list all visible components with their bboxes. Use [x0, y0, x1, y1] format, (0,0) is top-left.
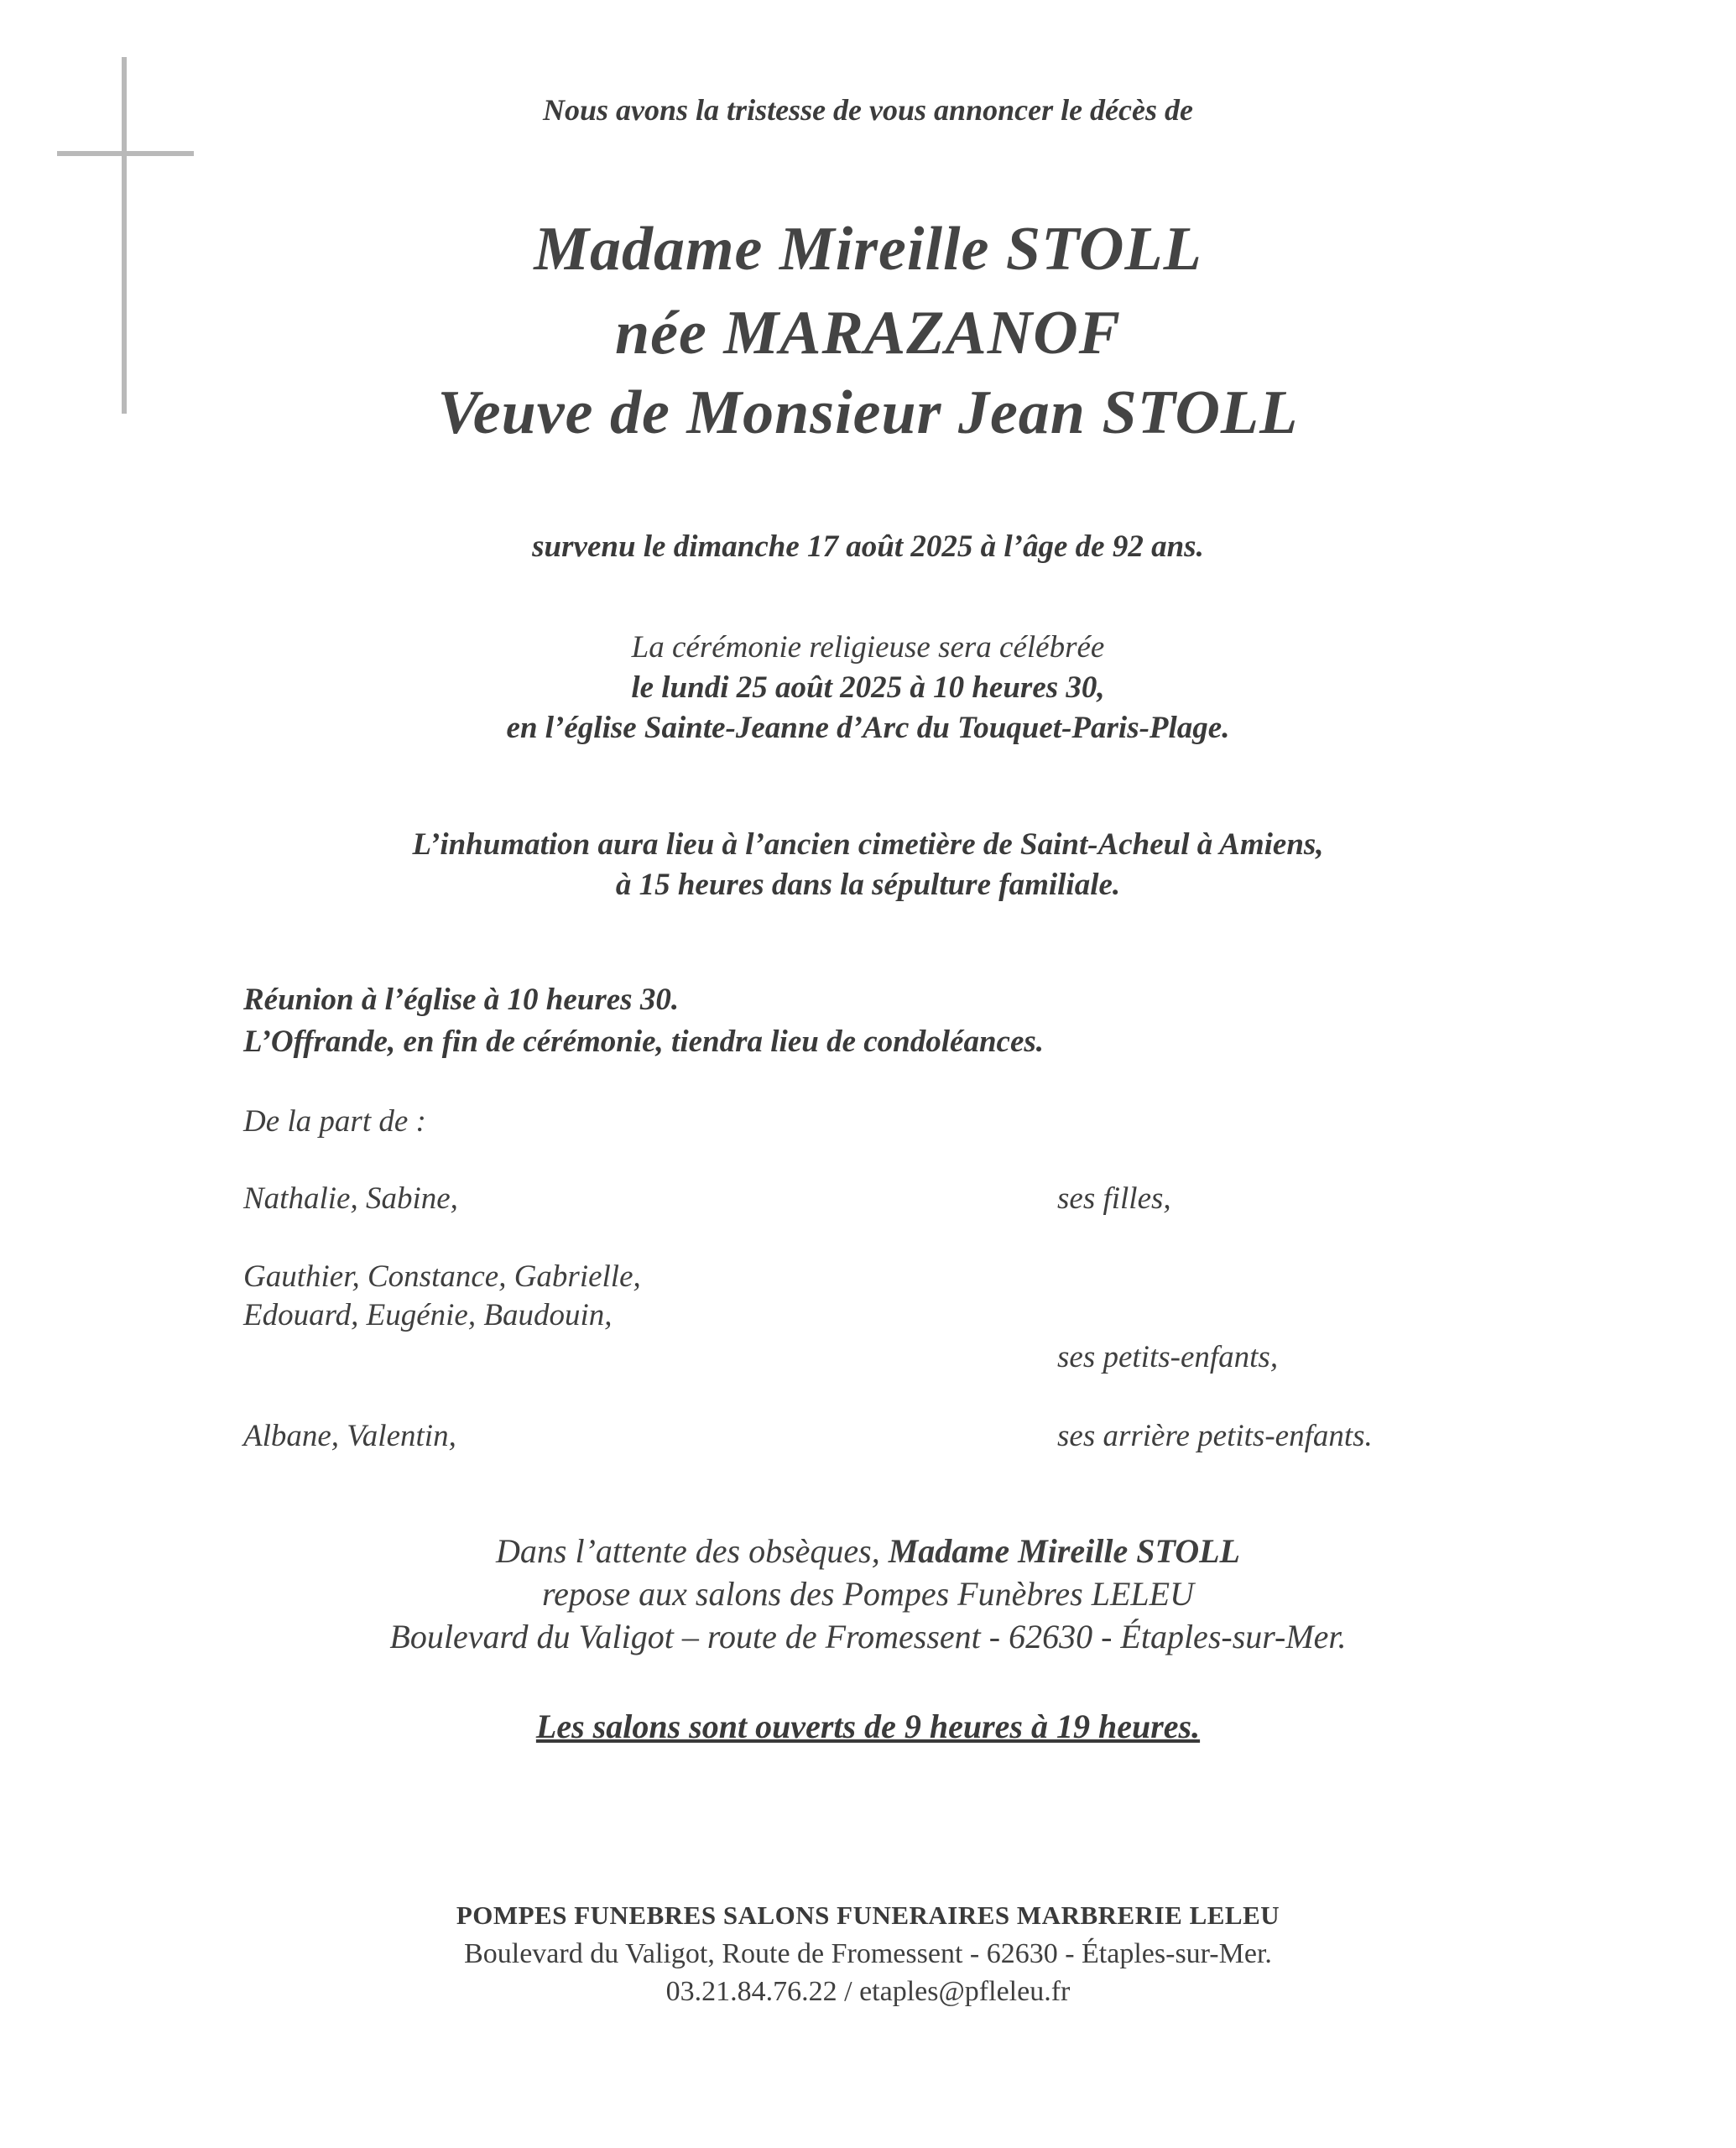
deceased-name: Madame Mireille STOLL [534, 215, 1202, 284]
intro-text: Nous avons la tristesse de vous annoncer le décès de [543, 93, 1193, 127]
footer-company: POMPES FUNEBRES SALONS FUNERAIRES MARBRERIE LELEU [456, 1900, 1280, 1930]
family-intro: De la part de : [243, 1104, 426, 1139]
burial-line-1: L’inhumation aura lieu à l’ancien cimetière de Saint-Acheul à Amiens, [412, 827, 1324, 862]
ceremony-line-3: en l’église Sainte-Jeanne d’Arc du Touquet-Paris-Plage. [506, 711, 1230, 745]
burial-line-2: à 15 heures dans la sépulture familiale. [615, 868, 1121, 902]
cross-icon-horizontal [57, 151, 194, 156]
viewing-line-1 [0, 1531, 1736, 1571]
ceremony-line-1: La cérémonie religieuse sera célébrée [631, 630, 1105, 665]
gathering-line-2: L’Offrande, en fin de cérémonie, tiendra lieu de condoléances. [243, 1024, 1045, 1059]
grandchildren-names-2: Edouard, Eugénie, Baudouin, [243, 1298, 613, 1332]
opening-hours: Les salons sont ouverts de 9 heures à 19 heures. [535, 1707, 1201, 1745]
viewing-line-2: repose aux salons des Pompes Funèbres LELEU [542, 1575, 1194, 1613]
viewing-prefix: Dans l’attente des obsèques, [496, 1532, 880, 1570]
viewing-line-3: Boulevard du Valigot – route de Fromessent - 62630 - Étaples-sur-Mer. [389, 1618, 1347, 1655]
great-grandchildren-label: ses arrière petits-enfants. [1057, 1419, 1373, 1453]
great-grandchildren-names: Albane, Valentin, [243, 1419, 456, 1453]
viewing-name: Madame Mireille STOLL [888, 1532, 1240, 1570]
ceremony-line-2: le lundi 25 août 2025 à 10 heures 30, [631, 670, 1105, 705]
widow-of: Veuve de Monsieur Jean STOLL [437, 378, 1299, 447]
maiden-name: née MARAZANOF [614, 299, 1121, 368]
footer-contact: 03.21.84.76.22 / etaples@pfleleu.fr [665, 1976, 1071, 2007]
footer-address: Boulevard du Valigot, Route de Fromessent - 62630 - Étaples-sur-Mer. [464, 1938, 1272, 1969]
death-notice: survenu le dimanche 17 août 2025 à l’âge de 92 ans. [532, 529, 1204, 564]
daughters-label: ses filles, [1057, 1181, 1171, 1216]
grandchildren-label: ses petits-enfants, [1057, 1340, 1279, 1374]
daughters-names: Nathalie, Sabine, [243, 1181, 458, 1216]
gathering-line-1: Réunion à l’église à 10 heures 30. [243, 983, 680, 1017]
grandchildren-names-1: Gauthier, Constance, Gabrielle, [243, 1259, 641, 1294]
